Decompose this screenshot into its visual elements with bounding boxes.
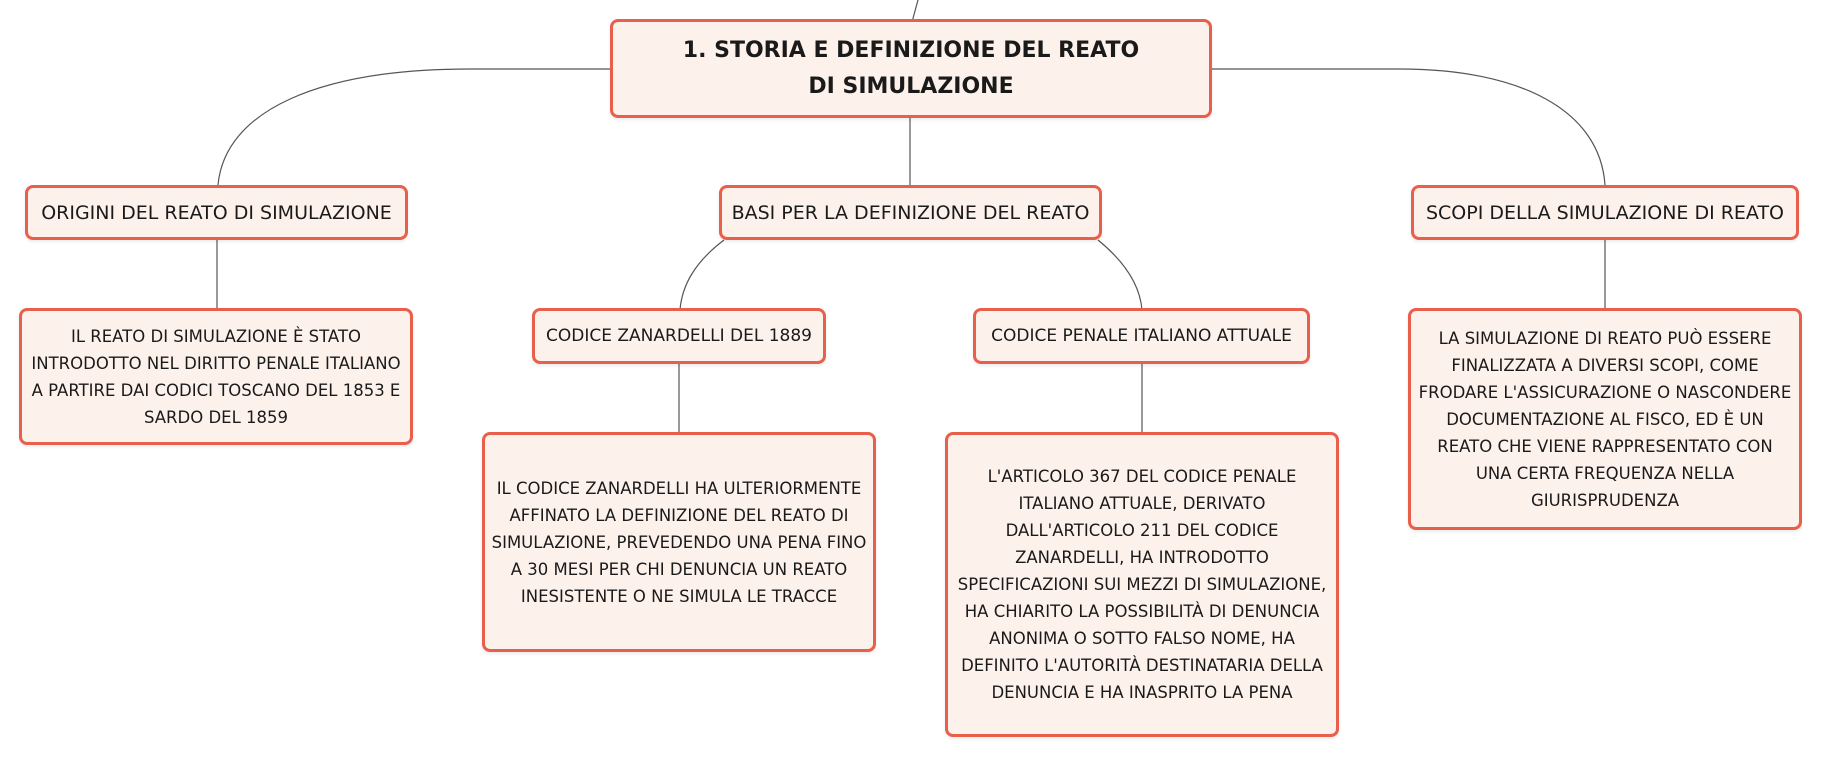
branch-node-basi[interactable] [719,185,1102,240]
branch-label-basi: BASI PER LA DEFINIZIONE DEL REATO [731,201,1090,224]
detail-node-attuale[interactable] [945,432,1339,737]
root-topic-label: 1. STORIA E DEFINIZIONE DEL REATO DI SIMULAZIONE [682,37,1140,99]
subbranch-node-zanardelli[interactable] [532,308,826,364]
branch-label-scopi: SCOPI DELLA SIMULAZIONE DI REATO [1425,201,1785,224]
branch-node-scopi[interactable] [1411,185,1799,240]
detail-node-origini[interactable] [19,308,413,445]
detail-node-scopi[interactable] [1408,308,1802,530]
subbranch-label-attuale: CODICE PENALE ITALIANO ATTUALE [991,326,1292,346]
root-topic-node[interactable] [610,19,1212,118]
branch-node-origini[interactable] [25,185,408,240]
connector-root-scopi [1212,69,1605,185]
detail-node-zanardelli[interactable] [482,432,876,652]
subbranch-node-attuale[interactable] [973,308,1310,364]
connector-root-origini [218,69,610,185]
connector-basi-zanardelli [680,240,724,310]
branch-label-origini: ORIGINI DEL REATO DI SIMULAZIONE [41,201,392,224]
detail-text-origini: IL REATO DI SIMULAZIONE È STATO INTRODOTTO NEL DIRITTO PENALE ITALIANO A PARTIRE DAI CODICI TOSCANO DEL 1853 E SARDO DEL 1859 [31,326,401,427]
subbranch-label-zanardelli: CODICE ZANARDELLI DEL 1889 [546,326,812,346]
detail-text-attuale: L'ARTICOLO 367 DEL CODICE PENALE ITALIANO ATTUALE, DERIVATO DALL'ARTICOLO 211 DEL CODICE ZANARDELLI, HA INTRODOTTO SPECIFICAZIONI SUI MEZZI DI SIMULAZIONE, HA CHIARITO LA POSSIBILITÀ DI DENUNCIA ANONIMA O SOTTO FALSO NOME, HA DEFINITO L'AUTORITÀ DESTINATARIA DELLA DENUNCIA E HA INASPRITO LA PENA [957,467,1327,702]
connector-basi-attuale [1098,240,1142,310]
detail-text-scopi: LA SIMULAZIONE DI REATO PUÒ ESSERE FINALIZZATA A DIVERSI SCOPI, COME FRODARE L'ASSICURAZIONE O NASCONDERE DOCUMENTAZIONE AL FISCO, ED È UN REATO CHE VIENE RAPPRESENTATO CON UNA CERTA FREQUENZA NELLA GIURISPRUDENZA [1418,328,1792,510]
detail-text-zanardelli: IL CODICE ZANARDELLI HA ULTERIORMENTE AFFINATO LA DEFINIZIONE DEL REATO DI SIMULAZIONE, PREVEDENDO UNA PENA FINO A 30 MESI PER CHI DENUNCIA UN REATO INESISTENTE O NE SIMULA LE TRACCE [491,478,867,606]
